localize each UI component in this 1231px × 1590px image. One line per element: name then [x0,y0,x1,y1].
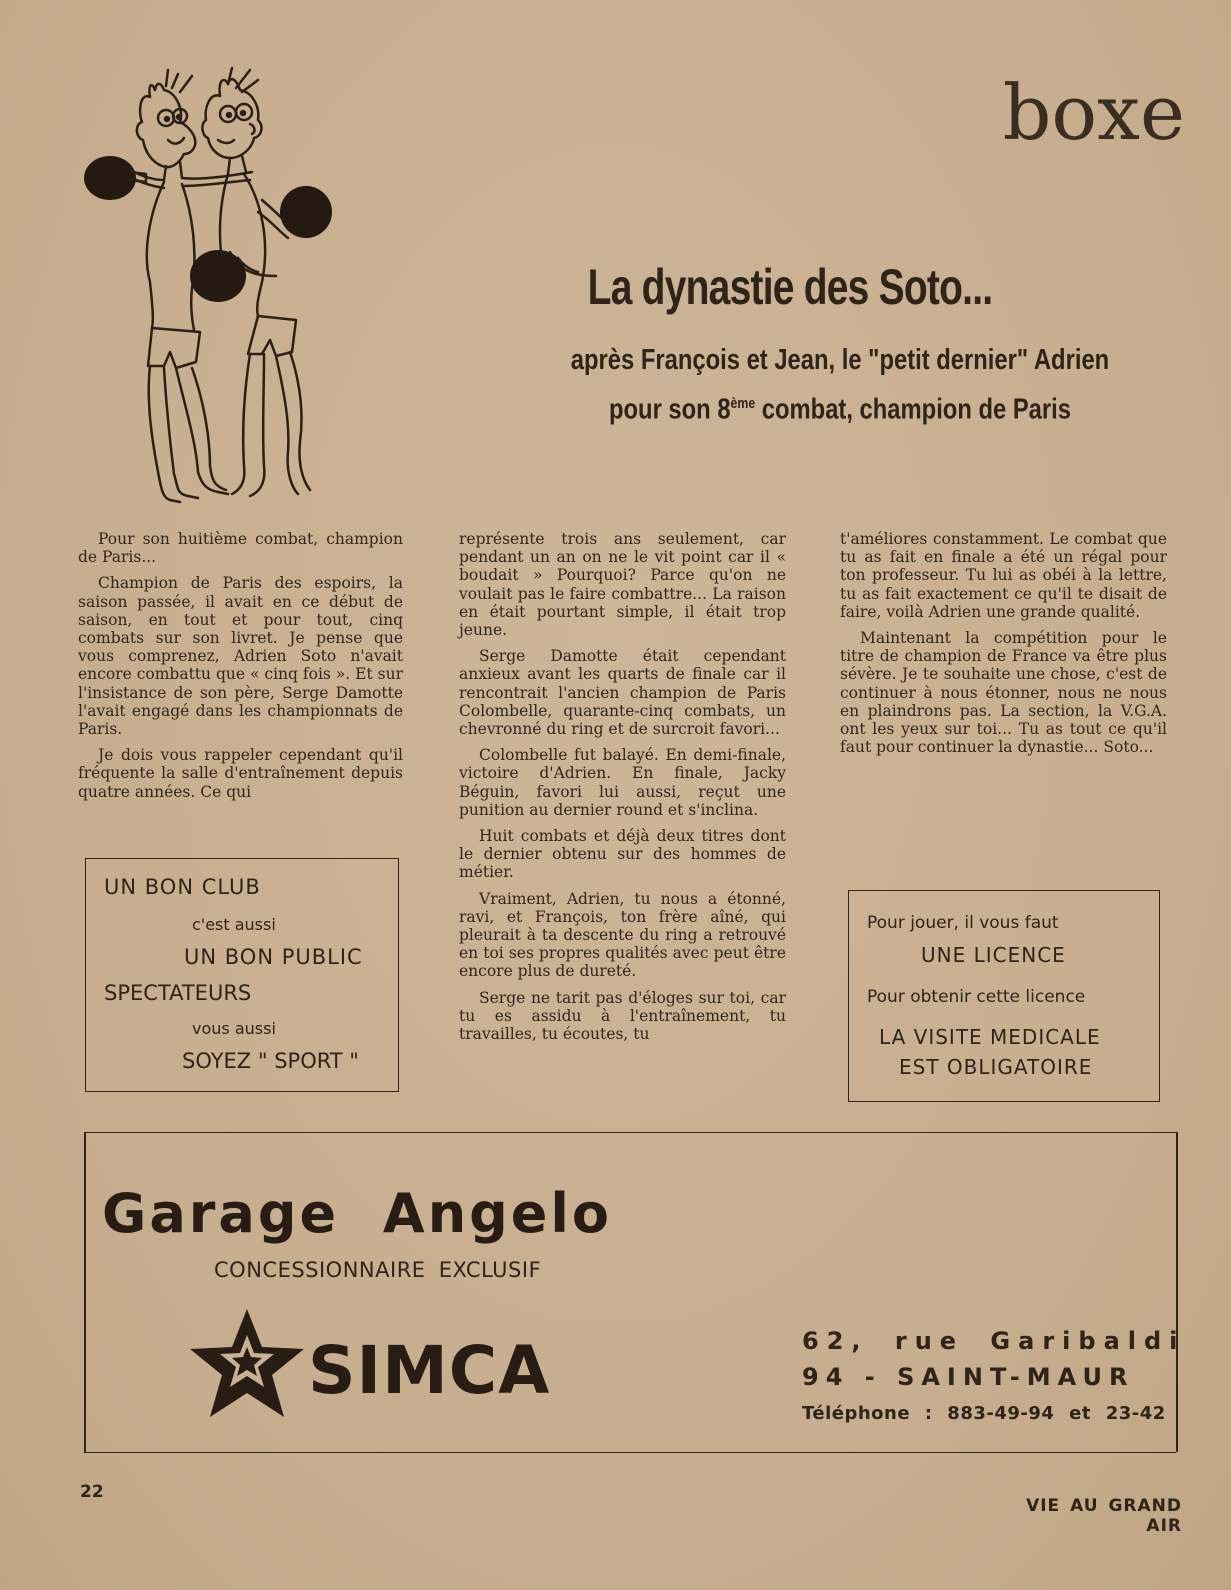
subhead-line-2 [528,382,1151,432]
magazine-name: VIE AU GRAND AIR [1026,1496,1182,1536]
page-number: 22 [80,1482,104,1502]
licence-line-2: UNE LICENCE [921,943,1066,967]
article-column-1 [78,530,403,809]
club-line-1: UN BON CLUB [104,875,261,899]
licence-notice-box [848,890,1160,1102]
col3-paragraph-2: Maintenant la compétition pour le titre de champion de France va être plus sévère. Je te souhaite une chose, c'est de continuer à nous étonner, nous ne nous en plaindrons pas. La section, la V.G.A. ont les yeux sur toi... Tu as tout ce qu'il faut pour continuer la dynastie... Soto... [840,629,1167,757]
article-subheadline [460,338,1220,432]
subhead-line-1: après François et Jean, le "petit dernier" Adrien [570,344,1110,376]
col2-paragraph-5: Vraiment, Adrien, tu nous a étonné, ravi, et François, ton frère aîné, qui pleurait à ta descente du ring a retrouvé en toi ses propres qualités avec peut être encore plus de dureté. [459,889,786,981]
club-line-3: UN BON PUBLIC [184,945,363,969]
section-title: boxe [1002,68,1185,157]
subhead-superscript: ème [730,395,756,412]
headline-text: La dynastie des Soto... [587,259,993,315]
dealer-tagline: CONCESSIONNAIRE EXCLUSIF [214,1258,542,1282]
address-street: 62, rue Garibaldi [802,1327,1186,1355]
col1-paragraph-3: Je dois vous rappeler cependant qu'il fréquente la salle d'entraînement depuis quatre années. Ce qui [78,746,403,801]
club-line-4: SPECTATEURS [104,981,252,1005]
simca-brand: SIMCA [308,1332,551,1409]
club-notice-box [85,858,399,1092]
article-column-3 [840,530,1167,764]
col2-paragraph-3: Colombelle fut balayé. En demi-finale, victoire d'Adrien. En finale, Jacky Béguin, favori lui aussi, reçut une punition au dernier round et s'inclina. [459,746,786,819]
col2-paragraph-1: représente trois ans seulement, car pendant un an on ne le vit point car il « boudait » Pourquoi? Parce qu'on ne voulait pas le faire combattre... La raison en était pourtant simple, il était trop jeune. [459,530,786,640]
club-line-6: SOYEZ " SPORT " [182,1049,359,1073]
ad-bottom-rule [84,1452,1176,1453]
article-column-2 [459,530,786,1051]
address-city: 94 - SAINT-MAUR [802,1363,1135,1391]
licence-line-3: Pour obtenir cette licence [867,987,1086,1007]
col1-paragraph-2: Champion de Paris des espoirs, la saison passée, il avait en ce début de saison, en tout et pour tout, cinq combats sur son livret. Je pense que vous comprenez, Adrien Soto n'avait encore combattu que « cinq fois ». Et sur l'insistance de son père, Serge Damotte l'avait engagé dans les championnats de Paris. [78,574,403,739]
simca-star-logo [188,1307,306,1419]
subhead-line-2-pre: pour son 8 [608,393,731,426]
col2-paragraph-6: Serge ne tarit pas d'éloges sur toi, car tu es assidu à l'entraînement, tu travailles, tu écoutes, tu [459,988,786,1044]
licence-line-4: LA VISITE MEDICALE [879,1025,1101,1049]
phone-number: Téléphone : 883-49-94 et 23-42 [802,1403,1166,1424]
subhead-line-2-post: combat, champion de Paris [755,393,1071,426]
col3-paragraph-1: t'améliores constamment. Le combat que tu as fait en finale a été un régal pour ton professeur. Tu lui as obéi à la lettre, tu as fait exactement ce qu'il te disait de faire, voilà Adrien une grande qualité. [840,530,1167,621]
col2-paragraph-4: Huit combats et déjà deux titres dont le dernier obtenu sur des hommes de métier. [459,827,786,882]
garage-name: Garage Angelo [102,1182,613,1245]
boxers-cartoon-illustration [80,62,350,517]
club-line-2: c'est aussi [192,915,276,934]
club-line-5: vous aussi [192,1019,276,1038]
licence-line-5: EST OBLIGATOIRE [899,1055,1093,1079]
col2-paragraph-2: Serge Damotte était cependant anxieux avant les quarts de finale car il rencontrait l'ancien champion de Paris Colombelle, quarante-cinq combats, un chevronné du ring et de surcroit favori... [459,647,786,739]
col1-paragraph-1: Pour son huitième combat, champion de Paris... [78,530,403,567]
licence-line-1: Pour jouer, il vous faut [867,913,1059,933]
article-headline [380,258,1200,316]
